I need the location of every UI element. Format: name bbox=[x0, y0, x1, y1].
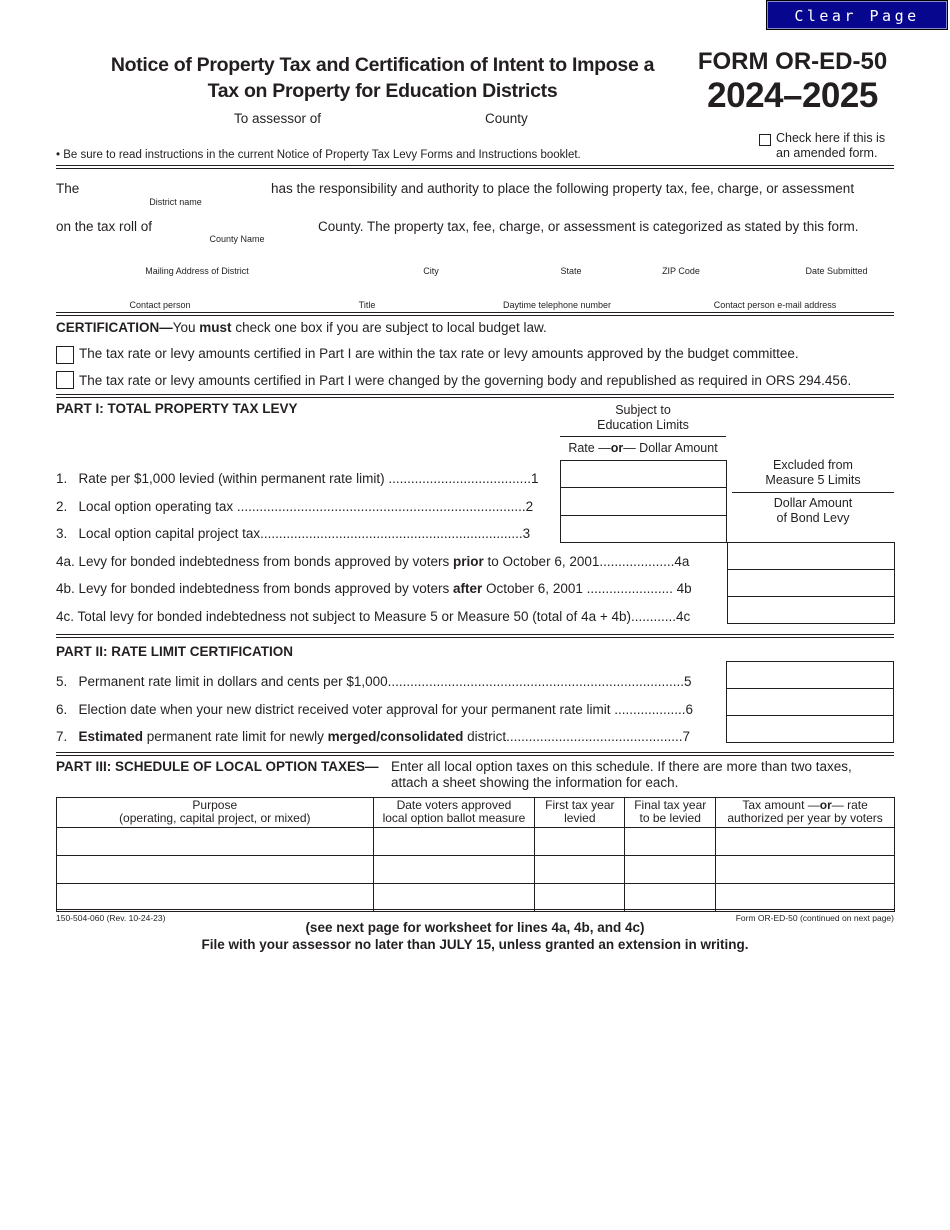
line-7-merged: merged/consolidated bbox=[327, 729, 464, 744]
amended-form-checkbox[interactable] bbox=[759, 134, 771, 146]
divider bbox=[56, 165, 894, 169]
line-1-rate-input[interactable] bbox=[561, 461, 726, 487]
local-option-taxes-table bbox=[56, 797, 895, 912]
form-title-line-2: Tax on Property for Education Districts bbox=[207, 80, 558, 102]
divider bbox=[56, 634, 894, 638]
line-4c-box bbox=[727, 596, 895, 624]
header-text-part: Tax amount — bbox=[742, 798, 820, 812]
date-submitted-label: Date Submitted bbox=[805, 266, 868, 276]
table-cell bbox=[535, 884, 625, 912]
table-cell bbox=[535, 856, 625, 884]
certification-option-2-checkbox[interactable] bbox=[56, 371, 74, 389]
table-cell bbox=[625, 856, 716, 884]
header-text: Purpose bbox=[192, 798, 238, 812]
mailing-address-input[interactable] bbox=[56, 247, 763, 265]
subject-header-line-1: Subject to bbox=[615, 403, 671, 417]
line-3-amount-input[interactable] bbox=[561, 516, 726, 542]
table-cell bbox=[57, 884, 374, 912]
table-cell bbox=[716, 856, 895, 884]
purpose-input[interactable] bbox=[57, 856, 373, 883]
subject-header-line-2: Education Limits bbox=[597, 418, 689, 432]
zip-code-label: ZIP Code bbox=[662, 266, 700, 276]
line-7-label bbox=[56, 729, 690, 744]
line-4b-label bbox=[56, 581, 692, 596]
purpose-column-header bbox=[57, 798, 374, 828]
header-text: (operating, capital project, or mixed) bbox=[119, 811, 311, 825]
district-the: The bbox=[56, 181, 80, 196]
table-cell bbox=[373, 856, 535, 884]
date-approved-input[interactable] bbox=[374, 884, 535, 911]
final-tax-year-column-header bbox=[625, 798, 716, 828]
table-cell bbox=[625, 884, 716, 912]
part-3-intro-line-2: attach a sheet showing the information for each. bbox=[391, 775, 679, 790]
line-7-text: district...............................................7 bbox=[463, 729, 690, 744]
final-tax-year-input[interactable] bbox=[625, 828, 715, 855]
date-approved-column-header bbox=[373, 798, 535, 828]
first-tax-year-input[interactable] bbox=[535, 856, 624, 883]
district-name-label: District name bbox=[149, 197, 202, 207]
certification-statement bbox=[56, 320, 547, 335]
table-row bbox=[57, 856, 895, 884]
line-4a-input[interactable] bbox=[728, 543, 894, 569]
amended-form-label bbox=[776, 131, 885, 161]
tax-amount-column-header bbox=[716, 798, 895, 828]
divider bbox=[732, 492, 894, 493]
daytime-telephone-label: Daytime telephone number bbox=[502, 300, 612, 310]
city-label: City bbox=[423, 266, 439, 276]
subject-to-education-limits-header bbox=[560, 403, 726, 433]
form-title-line-1: Notice of Property Tax and Certification of Intent to Impose a bbox=[110, 54, 655, 76]
line-4b-box bbox=[727, 569, 895, 597]
line-4b-input[interactable] bbox=[728, 570, 894, 596]
header-text-part: — rate bbox=[831, 798, 868, 812]
divider bbox=[56, 312, 894, 316]
table-header-row bbox=[57, 798, 895, 828]
line-6-box bbox=[726, 688, 894, 716]
line-4b-text: 4b. Levy for bonded indebtedness from bonds approved by voters bbox=[56, 581, 454, 596]
table-cell bbox=[535, 828, 625, 856]
clear-page-button[interactable]: Clear Page bbox=[766, 0, 948, 30]
line-7-estimated: Estimated bbox=[78, 729, 144, 744]
form-title bbox=[95, 52, 670, 104]
continued-note: Form OR-ED-50 (continued on next page) bbox=[735, 913, 894, 923]
header-text: authorized per year by voters bbox=[727, 811, 883, 825]
line-4a-text: 4a. Levy for bonded indebtedness from bonds approved by voters bbox=[56, 554, 454, 569]
first-tax-year-input[interactable] bbox=[535, 828, 624, 855]
state-label: State bbox=[560, 266, 582, 276]
amended-label-line-2: an amended form. bbox=[776, 146, 878, 160]
date-submitted-input[interactable] bbox=[779, 247, 894, 265]
line-3-label: 3. Local option capital project tax......................................................................3 bbox=[56, 526, 531, 541]
amended-label-line-1: Check here if this is bbox=[776, 131, 886, 145]
line-4b-text: October 6, 2001 ....................... 4b bbox=[482, 581, 692, 596]
assessor-prefix: To assessor of bbox=[234, 111, 322, 126]
contact-person-label: Contact person bbox=[129, 300, 191, 310]
contact-email-label: Contact person e-mail address bbox=[713, 300, 837, 310]
line-6-input[interactable] bbox=[727, 689, 893, 715]
table-cell bbox=[716, 884, 895, 912]
certification-option-1-label: The tax rate or levy amounts certified in Part I are within the tax rate or levy amounts approved by the budget committee. bbox=[79, 346, 799, 361]
line-7-text: permanent rate limit for newly bbox=[143, 729, 328, 744]
divider bbox=[56, 752, 894, 756]
certification-text: You bbox=[172, 320, 200, 335]
header-text: First tax year bbox=[545, 798, 615, 812]
tax-amount-input[interactable] bbox=[716, 884, 894, 911]
header-text: to be levied bbox=[639, 811, 701, 825]
part-3-intro bbox=[391, 759, 852, 791]
see-next-page-note: (see next page for worksheet for lines 4a, 4b, and 4c) bbox=[305, 920, 645, 935]
final-tax-year-input[interactable] bbox=[625, 884, 715, 911]
table-cell bbox=[373, 828, 535, 856]
contact-title-input[interactable] bbox=[278, 282, 456, 300]
line-1-rate-box bbox=[560, 460, 727, 488]
divider bbox=[56, 909, 895, 910]
table-cell bbox=[373, 884, 535, 912]
header-text: Date voters approved bbox=[396, 798, 512, 812]
part-3-intro-line-1: Enter all local option taxes on this schedule. If there are more than two taxes, bbox=[391, 759, 852, 774]
district-name-input[interactable] bbox=[84, 180, 267, 197]
divider bbox=[560, 436, 726, 437]
dollar-amount-of-bond-levy-header bbox=[732, 496, 894, 526]
date-approved-input[interactable] bbox=[374, 856, 535, 883]
line-1-label: 1. Rate per $1,000 levied (within permanent rate limit) ......................................1 bbox=[56, 471, 539, 486]
line-7-box bbox=[726, 715, 894, 743]
first-tax-year-column-header bbox=[535, 798, 625, 828]
line-3-amount-box bbox=[560, 515, 727, 543]
line-2-amount-input[interactable] bbox=[561, 488, 726, 515]
rate-head-or: or bbox=[610, 441, 624, 455]
date-approved-input[interactable] bbox=[374, 828, 535, 855]
line-4a-box bbox=[727, 542, 895, 570]
excluded-from-measure-5-header bbox=[732, 458, 894, 488]
part-1-heading: PART I: TOTAL PROPERTY TAX LEVY bbox=[56, 401, 298, 416]
contact-person-input[interactable] bbox=[59, 282, 261, 300]
first-tax-year-input[interactable] bbox=[535, 884, 624, 911]
rate-head-text: Rate — bbox=[568, 441, 611, 455]
line-4c-label: 4c. Total levy for bonded indebtedness not subject to Measure 5 or Measure 50 (total of 4a + 4b)............4c bbox=[56, 609, 691, 624]
tax-amount-input[interactable] bbox=[716, 828, 894, 855]
line-4c-input[interactable] bbox=[728, 597, 894, 623]
header-text: Final tax year bbox=[634, 798, 707, 812]
purpose-input[interactable] bbox=[57, 828, 373, 855]
header-text: levied bbox=[564, 811, 596, 825]
rate-head-text: — Dollar Amount bbox=[623, 441, 718, 455]
certification-text: check one box if you are subject to local budget law. bbox=[231, 320, 547, 335]
form-year: 2024–2025 bbox=[707, 76, 878, 115]
part-3-heading: PART III: SCHEDULE OF LOCAL OPTION TAXES— bbox=[56, 759, 379, 774]
divider bbox=[56, 394, 894, 398]
header-text-or: or bbox=[819, 798, 832, 812]
assessor-county-input[interactable] bbox=[328, 110, 481, 127]
certification-option-2-label: The tax rate or levy amounts certified in Part I were changed by the governing body and republished as required in ORS 294.456. bbox=[79, 373, 852, 388]
form-number: FORM OR-ED-50 bbox=[697, 48, 888, 75]
contact-title-label: Title bbox=[358, 300, 376, 310]
line-2-label: 2. Local option operating tax .............................................................................2 bbox=[56, 499, 534, 514]
table-row bbox=[57, 828, 895, 856]
tax-roll-county-input[interactable] bbox=[160, 218, 314, 235]
table-cell bbox=[57, 856, 374, 884]
line-2-amount-box bbox=[560, 487, 727, 516]
line-6-label: 6. Election date when your new district received voter approval for your permanent rate limit ...................6 bbox=[56, 702, 694, 717]
tax-roll-prefix: on the tax roll of bbox=[56, 219, 153, 234]
bond-header-line-1: Dollar Amount bbox=[773, 496, 853, 510]
contact-email-input[interactable] bbox=[656, 282, 894, 300]
daytime-telephone-input[interactable] bbox=[475, 282, 639, 300]
line-4b-after: after bbox=[453, 581, 483, 596]
table-row bbox=[57, 884, 895, 912]
county-name-label: County Name bbox=[209, 234, 265, 244]
tax-roll-suffix: County. The property tax, fee, charge, or assessment is categorized as stated by this form. bbox=[318, 219, 859, 234]
tax-amount-input[interactable] bbox=[716, 856, 894, 883]
table-cell bbox=[57, 828, 374, 856]
rate-or-dollar-header bbox=[560, 441, 726, 455]
mailing-address-label: Mailing Address of District bbox=[145, 266, 249, 276]
part-2-heading: PART II: RATE LIMIT CERTIFICATION bbox=[56, 644, 293, 659]
table-cell bbox=[716, 828, 895, 856]
instructions-note: • Be sure to read instructions in the current Notice of Property Tax Levy Forms and Instructions booklet. bbox=[56, 149, 581, 161]
line-4a-prior: prior bbox=[453, 554, 484, 569]
purpose-input[interactable] bbox=[57, 884, 373, 911]
filing-deadline-note: File with your assessor no later than JULY 15, unless granted an extension in writing. bbox=[201, 937, 749, 952]
certification-option-1-checkbox[interactable] bbox=[56, 346, 74, 364]
line-4a-text: to October 6, 2001....................4a bbox=[483, 554, 690, 569]
line-5-input[interactable] bbox=[727, 662, 893, 688]
bond-header-line-2: of Bond Levy bbox=[776, 511, 850, 525]
certification-must: must bbox=[199, 320, 232, 335]
excluded-header-line-2: Measure 5 Limits bbox=[765, 473, 861, 487]
line-7-input[interactable] bbox=[727, 716, 893, 742]
line-4a-label bbox=[56, 554, 689, 569]
table-cell bbox=[625, 828, 716, 856]
final-tax-year-input[interactable] bbox=[625, 856, 715, 883]
excluded-header-line-1: Excluded from bbox=[773, 458, 853, 472]
line-5-label: 5. Permanent rate limit in dollars and cents per $1,000...............................................................................5 bbox=[56, 674, 692, 689]
certification-heading: CERTIFICATION— bbox=[56, 320, 173, 335]
line-5-box bbox=[726, 661, 894, 689]
district-responsibility-text: has the responsibility and authority to place the following property tax, fee, charge, or assessment bbox=[271, 181, 855, 196]
header-text: local option ballot measure bbox=[382, 811, 526, 825]
line-7-text: 7. bbox=[56, 729, 79, 744]
form-code: 150-504-060 (Rev. 10-24-23) bbox=[56, 913, 166, 923]
assessor-suffix: County bbox=[485, 111, 528, 126]
